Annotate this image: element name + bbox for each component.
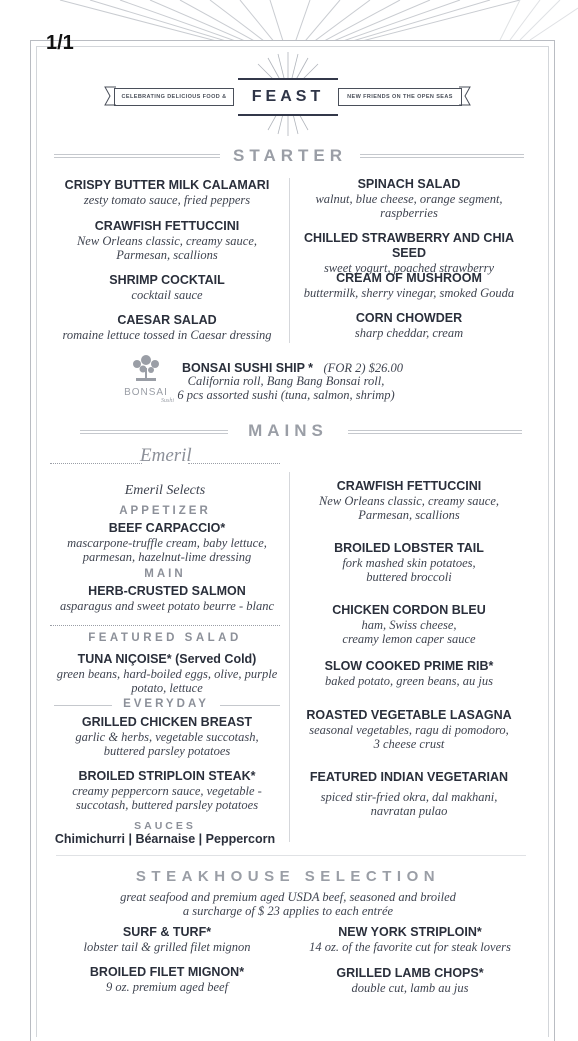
item-price: (FOR 2) $26.00 xyxy=(323,361,404,375)
bonsai-logo xyxy=(118,354,174,404)
item-description: spiced stir-fried okra, dal makhani, navratan pulao xyxy=(320,790,498,818)
item-name: CHILLED STRAWBERRY AND CHIA SEED xyxy=(304,231,514,260)
item-name: CRISPY BUTTER MILK CALAMARI xyxy=(64,178,270,192)
menu-item xyxy=(292,177,526,231)
item-name: TUNA NIÇOISE* (Served Cold) xyxy=(77,652,257,666)
item-name: GRILLED CHICKEN BREAST xyxy=(81,715,253,729)
appetizer-label: APPETIZER xyxy=(119,505,211,517)
menu-item xyxy=(292,659,526,708)
item-name: SPINACH SALAD xyxy=(357,177,461,191)
item-name: HERB-CRUSTED SALMON xyxy=(88,584,246,598)
emeril-dotted-bottom xyxy=(50,625,280,626)
item-name: FEATURED INDIAN VEGETARIAN xyxy=(309,770,509,784)
menu-item xyxy=(50,273,284,313)
main-label: MAIN xyxy=(144,568,186,580)
item-description: New Orleans classic, creamy sauce, Parmesan, scallions xyxy=(76,234,258,262)
mains-column-divider xyxy=(289,472,290,842)
item-name: BROILED STRIPLOIN STEAK* xyxy=(78,769,256,783)
everyday-rule-left xyxy=(54,705,112,706)
mains-rule-left xyxy=(80,430,228,434)
menu-title: FEAST xyxy=(238,78,338,116)
item-name: GRILLED LAMB CHOPS* xyxy=(336,966,484,980)
menu-item xyxy=(292,311,526,340)
item-description: buttermilk, sherry vinegar, smoked Gouda xyxy=(303,286,515,300)
bonsai-description-line2: 6 pcs assorted sushi (tuna, salmon, shrimp) xyxy=(177,388,395,402)
menu-item xyxy=(292,541,526,603)
bonsai-description-line1: California roll, Bang Bang Bonsai roll, xyxy=(187,374,385,388)
bonsai-tree-icon xyxy=(126,354,166,382)
item-description: garlic & herbs, vegetable succotash, buttered parsley potatoes xyxy=(75,730,259,758)
steakhouse-heading: STEAKHOUSE SELECTION xyxy=(135,868,441,885)
menu-item xyxy=(292,479,526,541)
item-name: SHRIMP COCKTAIL xyxy=(109,273,225,287)
menu-item xyxy=(292,603,526,659)
item-name: BEEF CARPACCIO* xyxy=(108,521,226,535)
item-description: baked potato, green beans, au jus xyxy=(325,674,493,688)
menu-item xyxy=(50,313,284,342)
menu-item xyxy=(50,219,284,273)
item-name: SLOW COOKED PRIME RIB* xyxy=(324,659,494,673)
bonsai-logo-subtext: Sushi xyxy=(160,398,174,404)
mains-heading: MAINS xyxy=(248,421,328,440)
top-sunburst-decoration xyxy=(0,0,578,40)
starter-left-column xyxy=(50,178,284,342)
menu-item xyxy=(292,770,526,818)
starter-rule-left xyxy=(54,154,220,158)
header-right-tagline: NEW FRIENDS ON THE OPEN SEAS xyxy=(338,88,462,106)
menu-item xyxy=(50,521,284,564)
menu-item xyxy=(50,965,284,994)
item-description: creamy peppercorn sauce, vegetable - succotash, buttered parsley potatoes xyxy=(72,784,262,812)
item-name: CRAWFISH FETTUCCINI xyxy=(94,219,240,233)
item-name: CORN CHOWDER xyxy=(355,311,463,325)
item-description: walnut, blue cheese, orange segment, raspberries xyxy=(315,192,503,220)
item-name: BROILED LOBSTER TAIL xyxy=(334,541,484,555)
everyday-rule-right xyxy=(220,705,280,706)
starter-column-divider xyxy=(289,178,290,343)
menu-item xyxy=(50,652,284,695)
mains-rule-right xyxy=(348,430,522,434)
item-name: BROILED FILET MIGNON* xyxy=(89,965,245,979)
item-description: cocktail sauce xyxy=(131,288,203,302)
featured-salad-label: FEATURED SALAD xyxy=(88,632,242,644)
menu-item xyxy=(290,925,530,954)
sauces-label: SAUCES xyxy=(134,820,196,832)
emeril-selects-heading: Emeril Selects xyxy=(124,483,206,498)
emeril-dotted-left xyxy=(50,463,142,464)
menu-item xyxy=(292,271,526,311)
header-left-tagline: CELEBRATING DELICIOUS FOOD & xyxy=(114,88,234,106)
starter-heading: STARTER xyxy=(232,146,347,165)
item-description: 14 oz. of the favorite cut for steak lovers xyxy=(309,940,511,954)
item-description: romaine lettuce tossed in Caesar dressing xyxy=(62,328,272,342)
menu-item xyxy=(50,584,284,613)
item-description: seasonal vegetables, ragu di pomodoro, 3 cheese crust xyxy=(309,723,509,751)
everyday-label: EVERYDAY xyxy=(123,698,209,710)
item-description: mascarpone-truffle cream, baby lettuce, parmesan, hazelnut-lime dressing xyxy=(67,536,267,564)
menu-item xyxy=(292,708,526,770)
banner-left-ribbon-end xyxy=(104,86,116,106)
page-indicator: 1/1 xyxy=(46,32,74,54)
item-description: ham, Swiss cheese, creamy lemon caper sauce xyxy=(342,618,476,646)
starter-rule-right xyxy=(360,154,524,158)
steakhouse-description-line2: a surcharge of $ 23 applies to each entrée xyxy=(182,904,394,918)
menu-item xyxy=(290,966,530,995)
sauces-list: Chimichurri | Béarnaise | Peppercorn xyxy=(54,832,276,846)
menu-item xyxy=(292,231,526,275)
item-name: CRAWFISH FETTUCCINI xyxy=(336,479,482,493)
item-description: double cut, lamb au jus xyxy=(351,981,469,995)
menu-item xyxy=(50,715,284,758)
item-description: sweet yogurt, poached strawberry xyxy=(323,261,495,275)
mains-right-column xyxy=(292,479,526,818)
item-name: BONSAI SUSHI SHIP * xyxy=(182,361,314,375)
item-description: 9 oz. premium aged beef xyxy=(105,980,229,994)
bonsai-logo-text: BONSAI xyxy=(124,387,168,398)
steakhouse-description-line1: great seafood and premium aged USDA beef, seasoned and broiled xyxy=(120,890,456,904)
item-description: zesty tomato sauce, fried peppers xyxy=(83,193,251,207)
item-description: lobster tail & grilled filet mignon xyxy=(83,940,251,954)
item-name: CREAM OF MUSHROOM xyxy=(336,271,482,285)
emeril-dotted-right xyxy=(188,463,280,464)
item-description: New Orleans classic, creamy sauce, Parmesan, scallions xyxy=(318,494,500,522)
menu-item xyxy=(50,769,284,812)
item-name: SURF & TURF* xyxy=(122,925,212,939)
item-description: fork mashed skin potatoes, buttered broccoli xyxy=(342,556,476,584)
item-name: CHICKEN CORDON BLEU xyxy=(332,603,486,617)
item-name: CAESAR SALAD xyxy=(117,313,217,327)
item-name: NEW YORK STRIPLOIN* xyxy=(338,925,482,939)
steakhouse-top-rule xyxy=(56,855,526,856)
item-description: asparagus and sweet potato beurre - blanc xyxy=(59,599,275,613)
item-name: ROASTED VEGETABLE LASAGNA xyxy=(306,708,512,722)
emeril-signature: Emeril xyxy=(140,445,192,466)
menu-item xyxy=(50,178,284,219)
item-description: green beans, hard-boiled eggs, olive, purple potato, lettuce xyxy=(56,667,278,695)
menu-item xyxy=(50,925,284,954)
starter-right-column xyxy=(292,177,526,340)
item-description: sharp cheddar, cream xyxy=(354,326,464,340)
banner-right-ribbon-end xyxy=(459,86,471,106)
